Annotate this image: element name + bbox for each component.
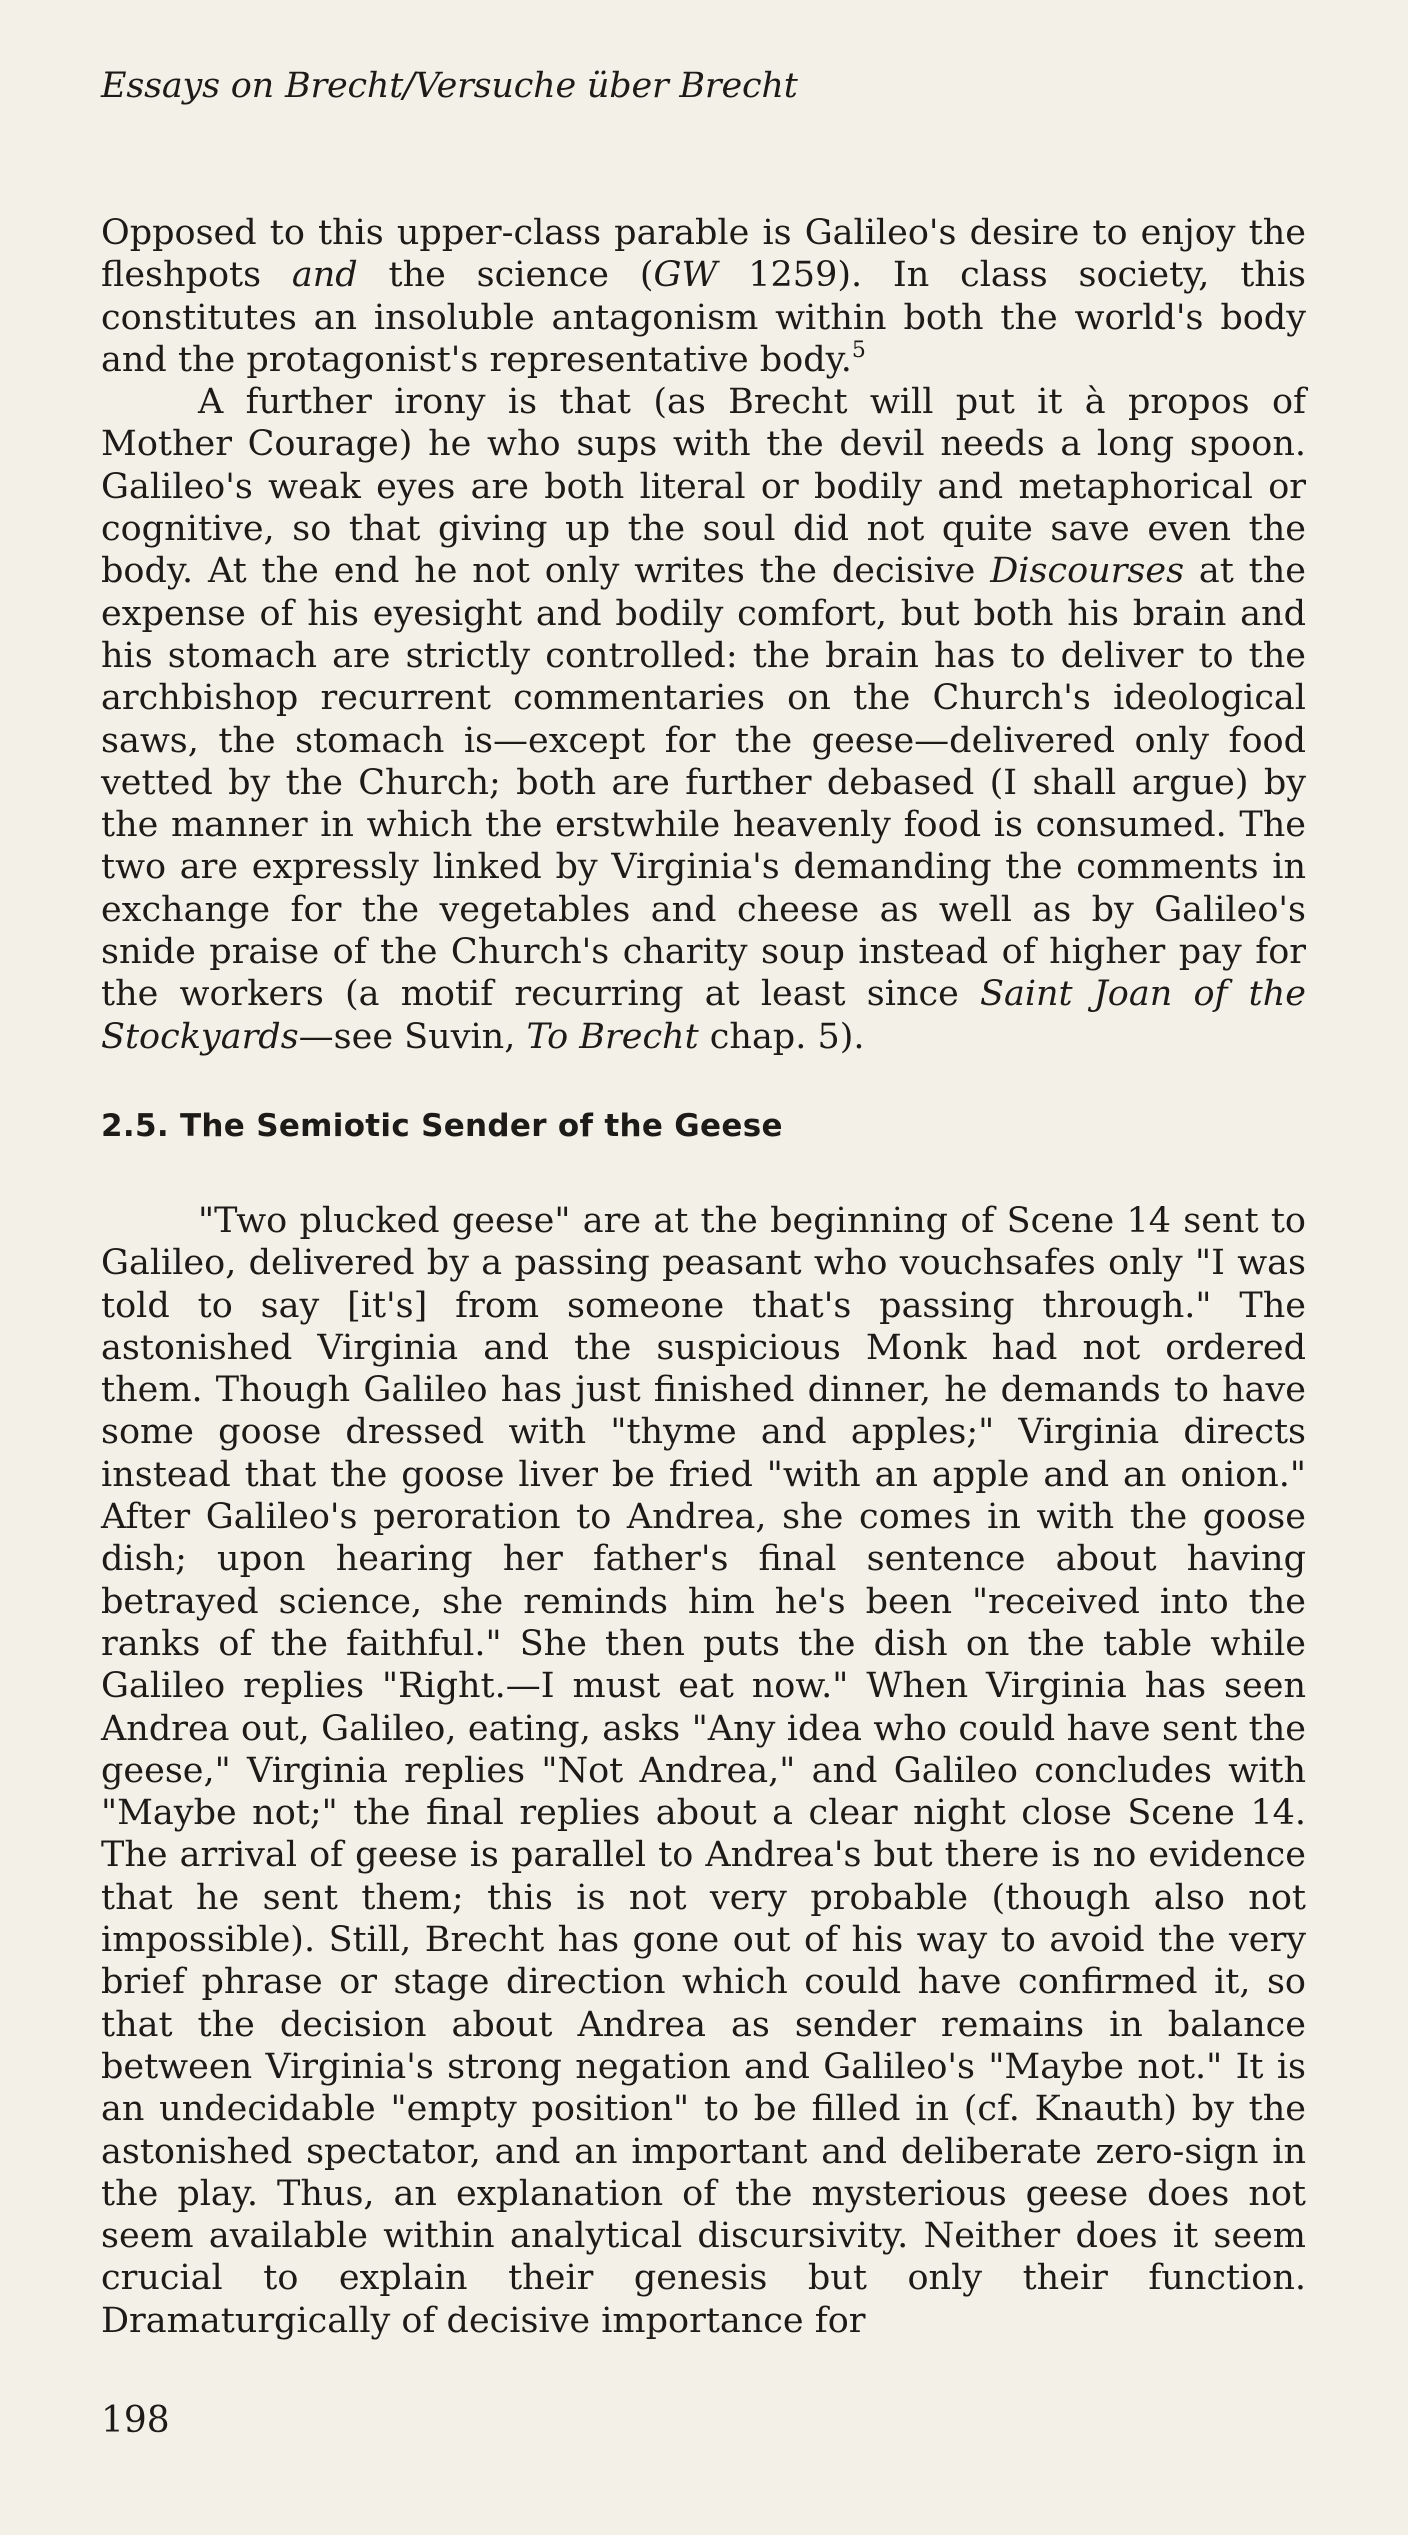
page-number: 198 bbox=[101, 2400, 170, 2441]
body-text-bottom bbox=[101, 1200, 1306, 2342]
footnote-marker: 5 bbox=[851, 337, 866, 363]
section-heading: 2.5. The Semiotic Sender of the Geese bbox=[101, 1108, 783, 1144]
body-text-top bbox=[101, 212, 1306, 1058]
paragraph: Opposed to this upper-class parable is Galileo's desire to enjoy the fleshpots and the science (GW 1259). In class society, this constitutes an insoluble antagonism within both the world's body and the protagonist's representative body.$^5$ bbox=[101, 213, 1306, 380]
paragraph: A further irony is that (as Brecht will put it à propos of Mother Courage) he who sups with the devil needs a long spoon. Galileo's weak eyes are both literal or bodily and metaphorical or cognitive, so that giving up the soul did not quite save even the body. At the end he not only writes the decisive Discourses at the expense of his eyesight and bodily comfort, but both his brain and his stomach are strictly controlled: the brain has to deliver to the archbishop recurrent commentaries on the Church's ideological saws, the stomach is—except for the geese—delivered only food vetted by the Church; both are further debased (I shall argue) by the manner in which the erstwhile heavenly food is consumed. The two are expressly linked by Virginia's demanding the comments in exchange for the vegetables and cheese as well as by Galileo's snide praise of the Church's charity soup instead of higher pay for the workers (a motif recurring at least since Saint Joan of the Stockyards—see Suvin, To Brecht chap. 5). bbox=[101, 382, 1306, 1057]
paragraph: "Two plucked geese" are at the beginning of Scene 14 sent to Galileo, delivered by a passing peasant who vouchsafes only "I was told to say [it's] from someone that's passing through." The astonished Virginia and the suspicious Monk had not ordered them. Though Galileo has just finished dinner, he demands to have some goose dressed with "thyme and apples;" Virginia directs instead that the goose liver be fried "with an apple and an onion." After Galileo's peroration to Andrea, she comes in with the goose dish; upon hearing her father's final sentence about having betrayed science, she reminds him he's been "received into the ranks of the faithful." She then puts the dish on the table while Galileo replies "Right.—I must eat now." When Virginia has seen Andrea out, Galileo, eating, asks "Any idea who could have sent the geese," Virginia replies "Not Andrea," and Galileo concludes with "Maybe not;" the final replies about a clear night close Scene 14. The arrival of geese is parallel to Andrea's but there is no evidence that he sent them; this is not very probable (though also not impossible). Still, Brecht has gone out of his way to avoid the very brief phrase or stage direction which could have confirmed it, so that the decision about Andrea as sender remains in balance between Virginia's strong negation and Galileo's "Maybe not." It is an undecidable "empty position" to be filled in (cf. Knauth) by the astonished spectator, and an important and deliberate zero-sign in the play. Thus, an explanation of the mysterious geese does not seem available within analytical discursivity. Neither does it seem crucial to explain their genesis but only their function. Dramaturgically of decisive importance for bbox=[101, 1201, 1306, 2341]
running-header: Essays on Brecht/Versuche über Brecht bbox=[101, 66, 798, 106]
